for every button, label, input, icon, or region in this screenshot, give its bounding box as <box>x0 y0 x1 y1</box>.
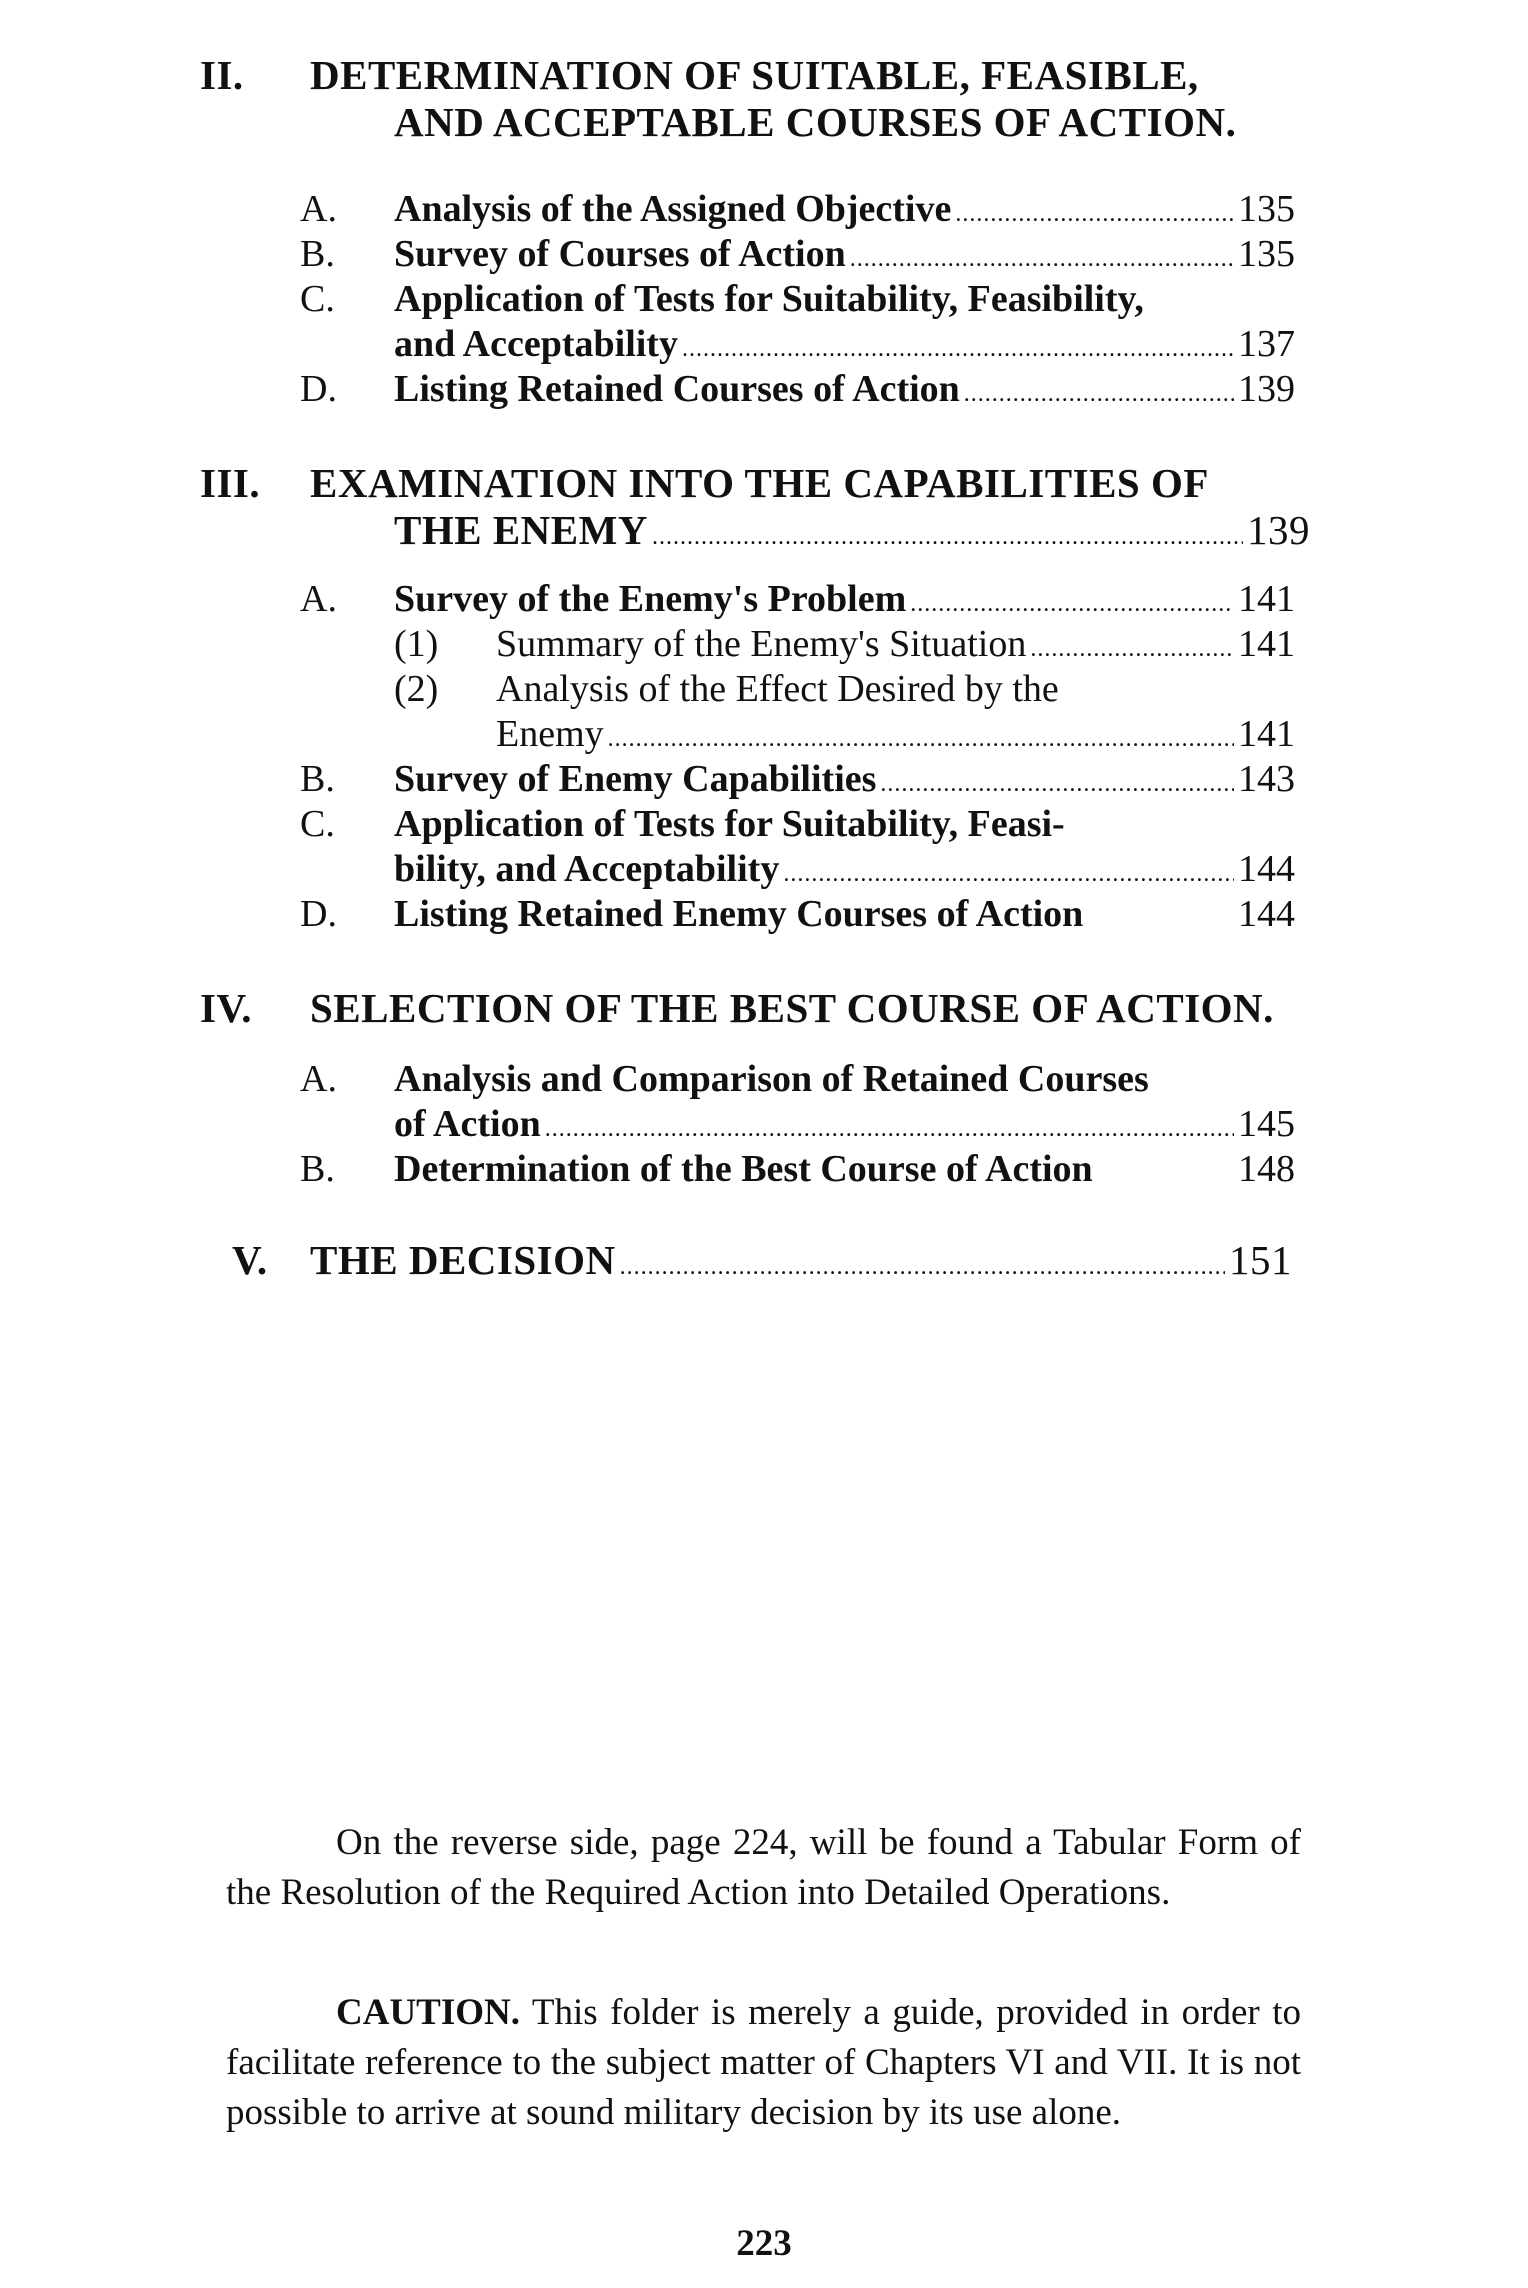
toc-entry-iv-b: B. Determination of the Best Course of Action 148 <box>300 1148 1295 1190</box>
toc-entry-iii-a: A. Survey of the Enemy's Problem ..... 141 <box>300 577 1295 622</box>
section-v-page: 151 <box>1229 1237 1292 1283</box>
section-iv-number: IV. <box>200 985 253 1031</box>
section-iv-title: SELECTION OF THE BEST COURSE OF ACTION. <box>310 985 1274 1031</box>
caution-text: This folder is merely a guide, provided in order to facilitate reference to the subject matter of Chapters VI and VII. It is not possible to arrive at sound military decision by its use alone. <box>226 1992 1301 2133</box>
section-v-number: V. <box>232 1237 268 1283</box>
reverse-side-note: On the reverse side, page 224, will be found a Tabular Form of the Resolution of the Required Action into Detailed Operations. <box>226 1822 1301 1913</box>
toc-entry-iii-d: D. Listing Retained Enemy Courses of Action 144 <box>300 893 1295 935</box>
section-iii-page: 139 <box>1247 507 1310 553</box>
section-ii-number: II. <box>200 52 244 98</box>
section-ii-title-line2: AND ACCEPTABLE COURSES OF ACTION. <box>394 99 1237 145</box>
section-iii-title-line1: EXAMINATION INTO THE CAPABILITIES OF <box>310 460 1209 506</box>
toc-entry-iii-a-2-cont: Enemy ..... 141 <box>394 712 1295 757</box>
toc-entry-ii-a: A. Analysis of the Assigned Objective ..... 135 <box>300 187 1295 232</box>
section-iii-title-line2: THE ENEMY <box>394 507 648 553</box>
toc-entry-iv-a: A. Analysis and Comparison of Retained Courses <box>300 1058 1149 1100</box>
caution-label: CAUTION. <box>336 1992 520 2033</box>
section-v-title: THE DECISION <box>310 1237 616 1283</box>
toc-entry-iii-c: C. Application of Tests for Suitability, Feasi- <box>300 803 1065 845</box>
caution-note <box>226 1988 1301 2138</box>
toc-entry-iv-a-cont: of Action ..... 145 <box>300 1102 1295 1147</box>
toc-entry-iii-a-2: (2) Analysis of the Effect Desired by the <box>394 668 1059 710</box>
toc-entry-ii-c-cont: and Acceptability ..... 137 <box>300 322 1295 367</box>
toc-entry-iii-b: B. Survey of Enemy Capabilities ..... 143 <box>300 757 1295 802</box>
toc-entry-iii-a-1: (1) Summary of the Enemy's Situation ..... 141 <box>394 622 1295 667</box>
toc-entry-iii-c-cont: bility, and Acceptability ..... 144 <box>300 847 1295 892</box>
section-ii-title-line1: DETERMINATION OF SUITABLE, FEASIBLE, <box>310 52 1199 98</box>
toc-entry-ii-b: B. Survey of Courses of Action ..... 135 <box>300 232 1295 277</box>
page-number: 223 <box>736 2223 792 2264</box>
toc-entry-ii-c: C. Application of Tests for Suitability, Feasibility, <box>300 278 1144 320</box>
toc-entry-ii-d: D. Listing Retained Courses of Action ..... 139 <box>300 367 1295 412</box>
section-iii-number: III. <box>200 460 261 506</box>
